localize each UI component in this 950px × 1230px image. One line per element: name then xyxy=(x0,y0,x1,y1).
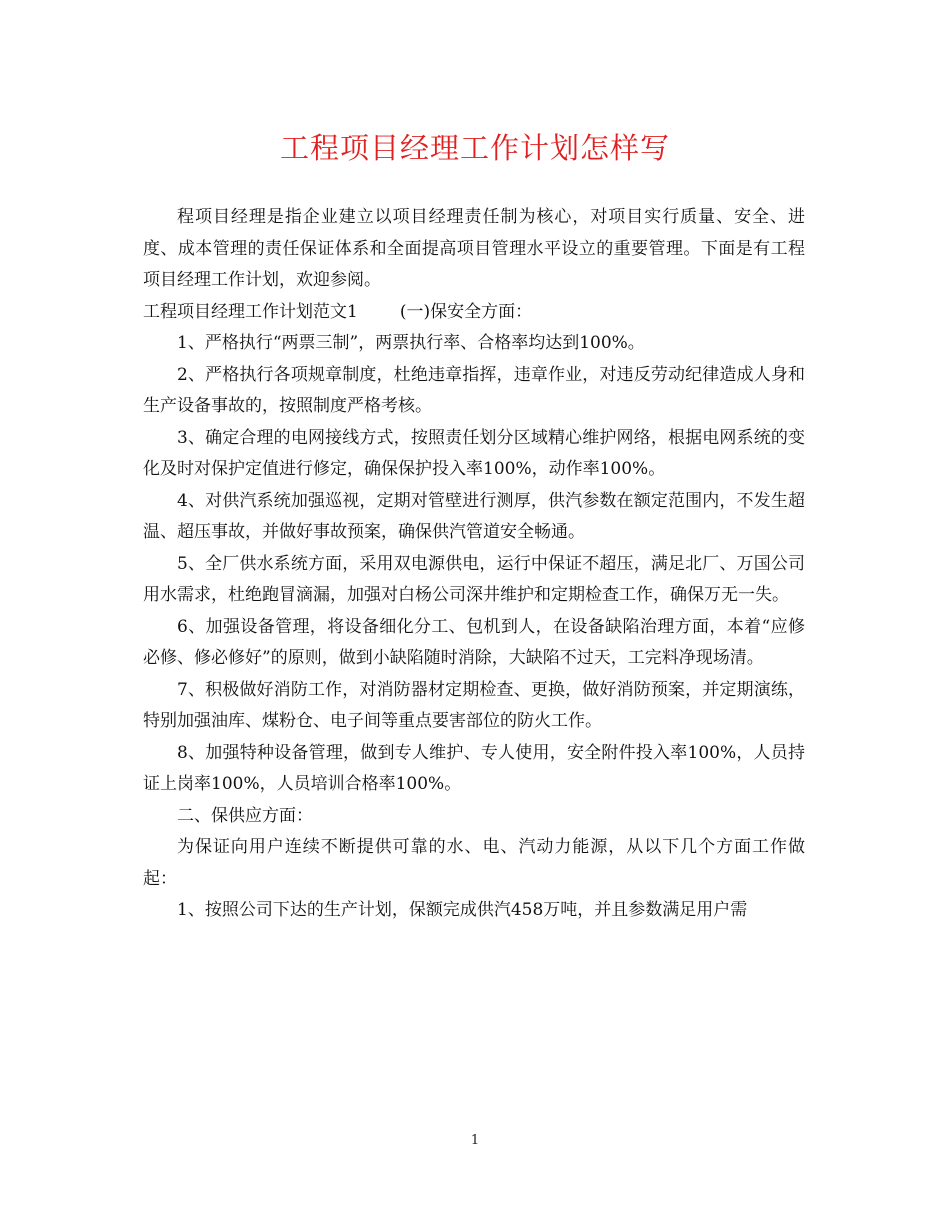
sample-title: 工程项目经理工作计划范文1 xyxy=(143,301,358,322)
sample-heading-line xyxy=(143,297,805,329)
section1-item: 8、加强特种设备管理，做到专人维护、专人使用，安全附件投入率100%，人员持证上岗率100%，人员培训合格率100%。 xyxy=(143,742,805,794)
document-body xyxy=(143,202,805,927)
document-title: 工程项目经理工作计划怎样写 xyxy=(279,131,670,165)
section1-heading: (一)保安全方面： xyxy=(399,301,533,322)
section1-item: 6、加强设备管理，将设备细化分工、包机到人，在设备缺陷治理方面，本着“应修必修、修必修好”的原则，做到小缺陷随时消除，大缺陷不过天，工完料净现场清。 xyxy=(143,616,805,668)
section1-item: 2、严格执行各项规章制度，杜绝违章指挥，违章作业，对违反劳动纪律造成人身和生产设备事故的，按照制度严格考核。 xyxy=(143,364,805,416)
intro-paragraph: 程项目经理是指企业建立以项目经理责任制为核心，对项目实行质量、安全、进度、成本管理的责任保证体系和全面提高项目管理水平设立的重要管理。下面是有工程项目经理工作计划，欢迎参阅。 xyxy=(143,207,805,290)
section1-item: 3、确定合理的电网接线方式，按照责任划分区域精心维护网络，根据电网系统的变化及时对保护定值进行修定，确保保护投入率100%，动作率100%。 xyxy=(143,427,805,479)
section1-item: 4、对供汽系统加强巡视，定期对管壁进行测厚，供汽参数在额定范围内，不发生超温、超压事故，并做好事故预案，确保供汽管道安全畅通。 xyxy=(143,490,805,542)
section1-item: 7、积极做好消防工作，对消防器材定期检查、更换，做好消防预案，并定期演练，特别加强油库、煤粉仓、电子间等重点要害部位的防火工作。 xyxy=(143,679,805,731)
section2-heading: 二、保供应方面： xyxy=(177,805,313,826)
page-number: 1 xyxy=(470,1133,480,1148)
section2-intro: 为保证向用户连续不断提供可靠的水、电、汽动力能源，从以下几个方面工作做起： xyxy=(143,837,805,889)
section1-item: 1、严格执行“两票三制”，两票执行率、合格率均达到100%。 xyxy=(177,333,645,353)
section1-item: 5、全厂供水系统方面，采用双电源供电，运行中保证不超压，满足北厂、万国公司用水需求，杜绝跑冒滴漏，加强对白杨公司深井维护和定期检查工作，确保万无一失。 xyxy=(143,553,805,605)
section2-item: 1、按照公司下达的生产计划，保额完成供汽458万吨，并且参数满足用户需 xyxy=(177,900,748,920)
